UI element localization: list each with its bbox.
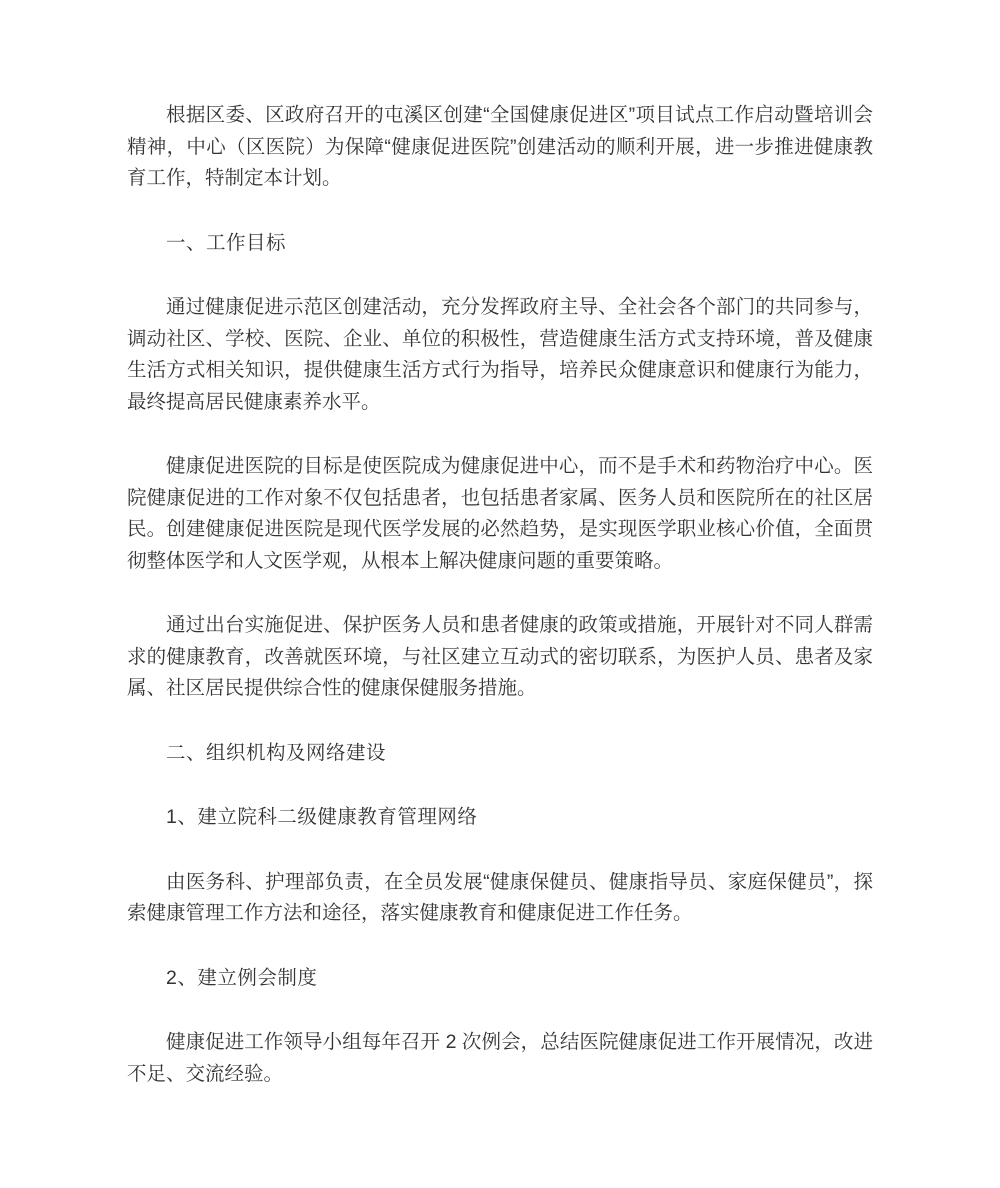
paragraph-leading-group-meetings: 健康促进工作领导小组每年召开 2 次例会，总结医院健康促进工作开展情况，改进不足、交流经验。: [127, 1031, 873, 1085]
paragraph-intro: 根据区委、区政府召开的屯溪区创建“全国健康促进区”项目试点工作启动暨培训会精神，中心（区医院）为保障“健康促进医院”创建活动的顺利开展，进一步推进健康教育工作，特制定本计划。: [127, 104, 873, 189]
paragraph-goal-policies-measures: 通过出台实施促进、保护医务人员和患者健康的政策或措施，开展针对不同人群需求的健康教育，改善就医环境，与社区建立互动式的密切联系，为医护人员、患者及家属、社区居民提供综合性的健康保健服务措施。: [127, 614, 873, 699]
subheading-item-2-regular-meeting-system: 2、建立例会制度: [166, 966, 318, 989]
paragraph-goal-hospital-promotion: 健康促进医院的目标是使医院成为健康促进中心，而不是手术和药物治疗中心。医院健康促进的工作对象不仅包括患者，也包括患者家属、医务人员和医院所在的社区居民。创建健康促进医院是现代医学发展的必然趋势，是实现医学职业核心价值，全面贯彻整体医学和人文医学观，从根本上解决健康问题的重要策略。: [127, 455, 873, 572]
paragraph-goal-demonstration-area: 通过健康促进示范区创建活动，充分发挥政府主导、全社会各个部门的共同参与，调动社区、学校、医院、企业、单位的积极性，营造健康生活方式支持环境，普及健康生活方式相关知识，提供健康生活方式行为指导，培养民众健康意识和健康行为能力，最终提高居民健康素养水平。: [127, 296, 873, 413]
subheading-item-1-two-level-network: 1、建立院科二级健康教育管理网络: [166, 806, 478, 828]
paragraph-medical-nursing-responsibility: 由医务科、护理部负责，在全员发展“健康保健员、健康指导员、家庭保健员”，探索健康管理工作方法和途径，落实健康教育和健康促进工作任务。: [127, 870, 873, 924]
heading-section-1-work-goals: 一、工作目标: [166, 231, 287, 254]
heading-section-2-organization-network: 二、组织机构及网络建设: [166, 741, 387, 764]
